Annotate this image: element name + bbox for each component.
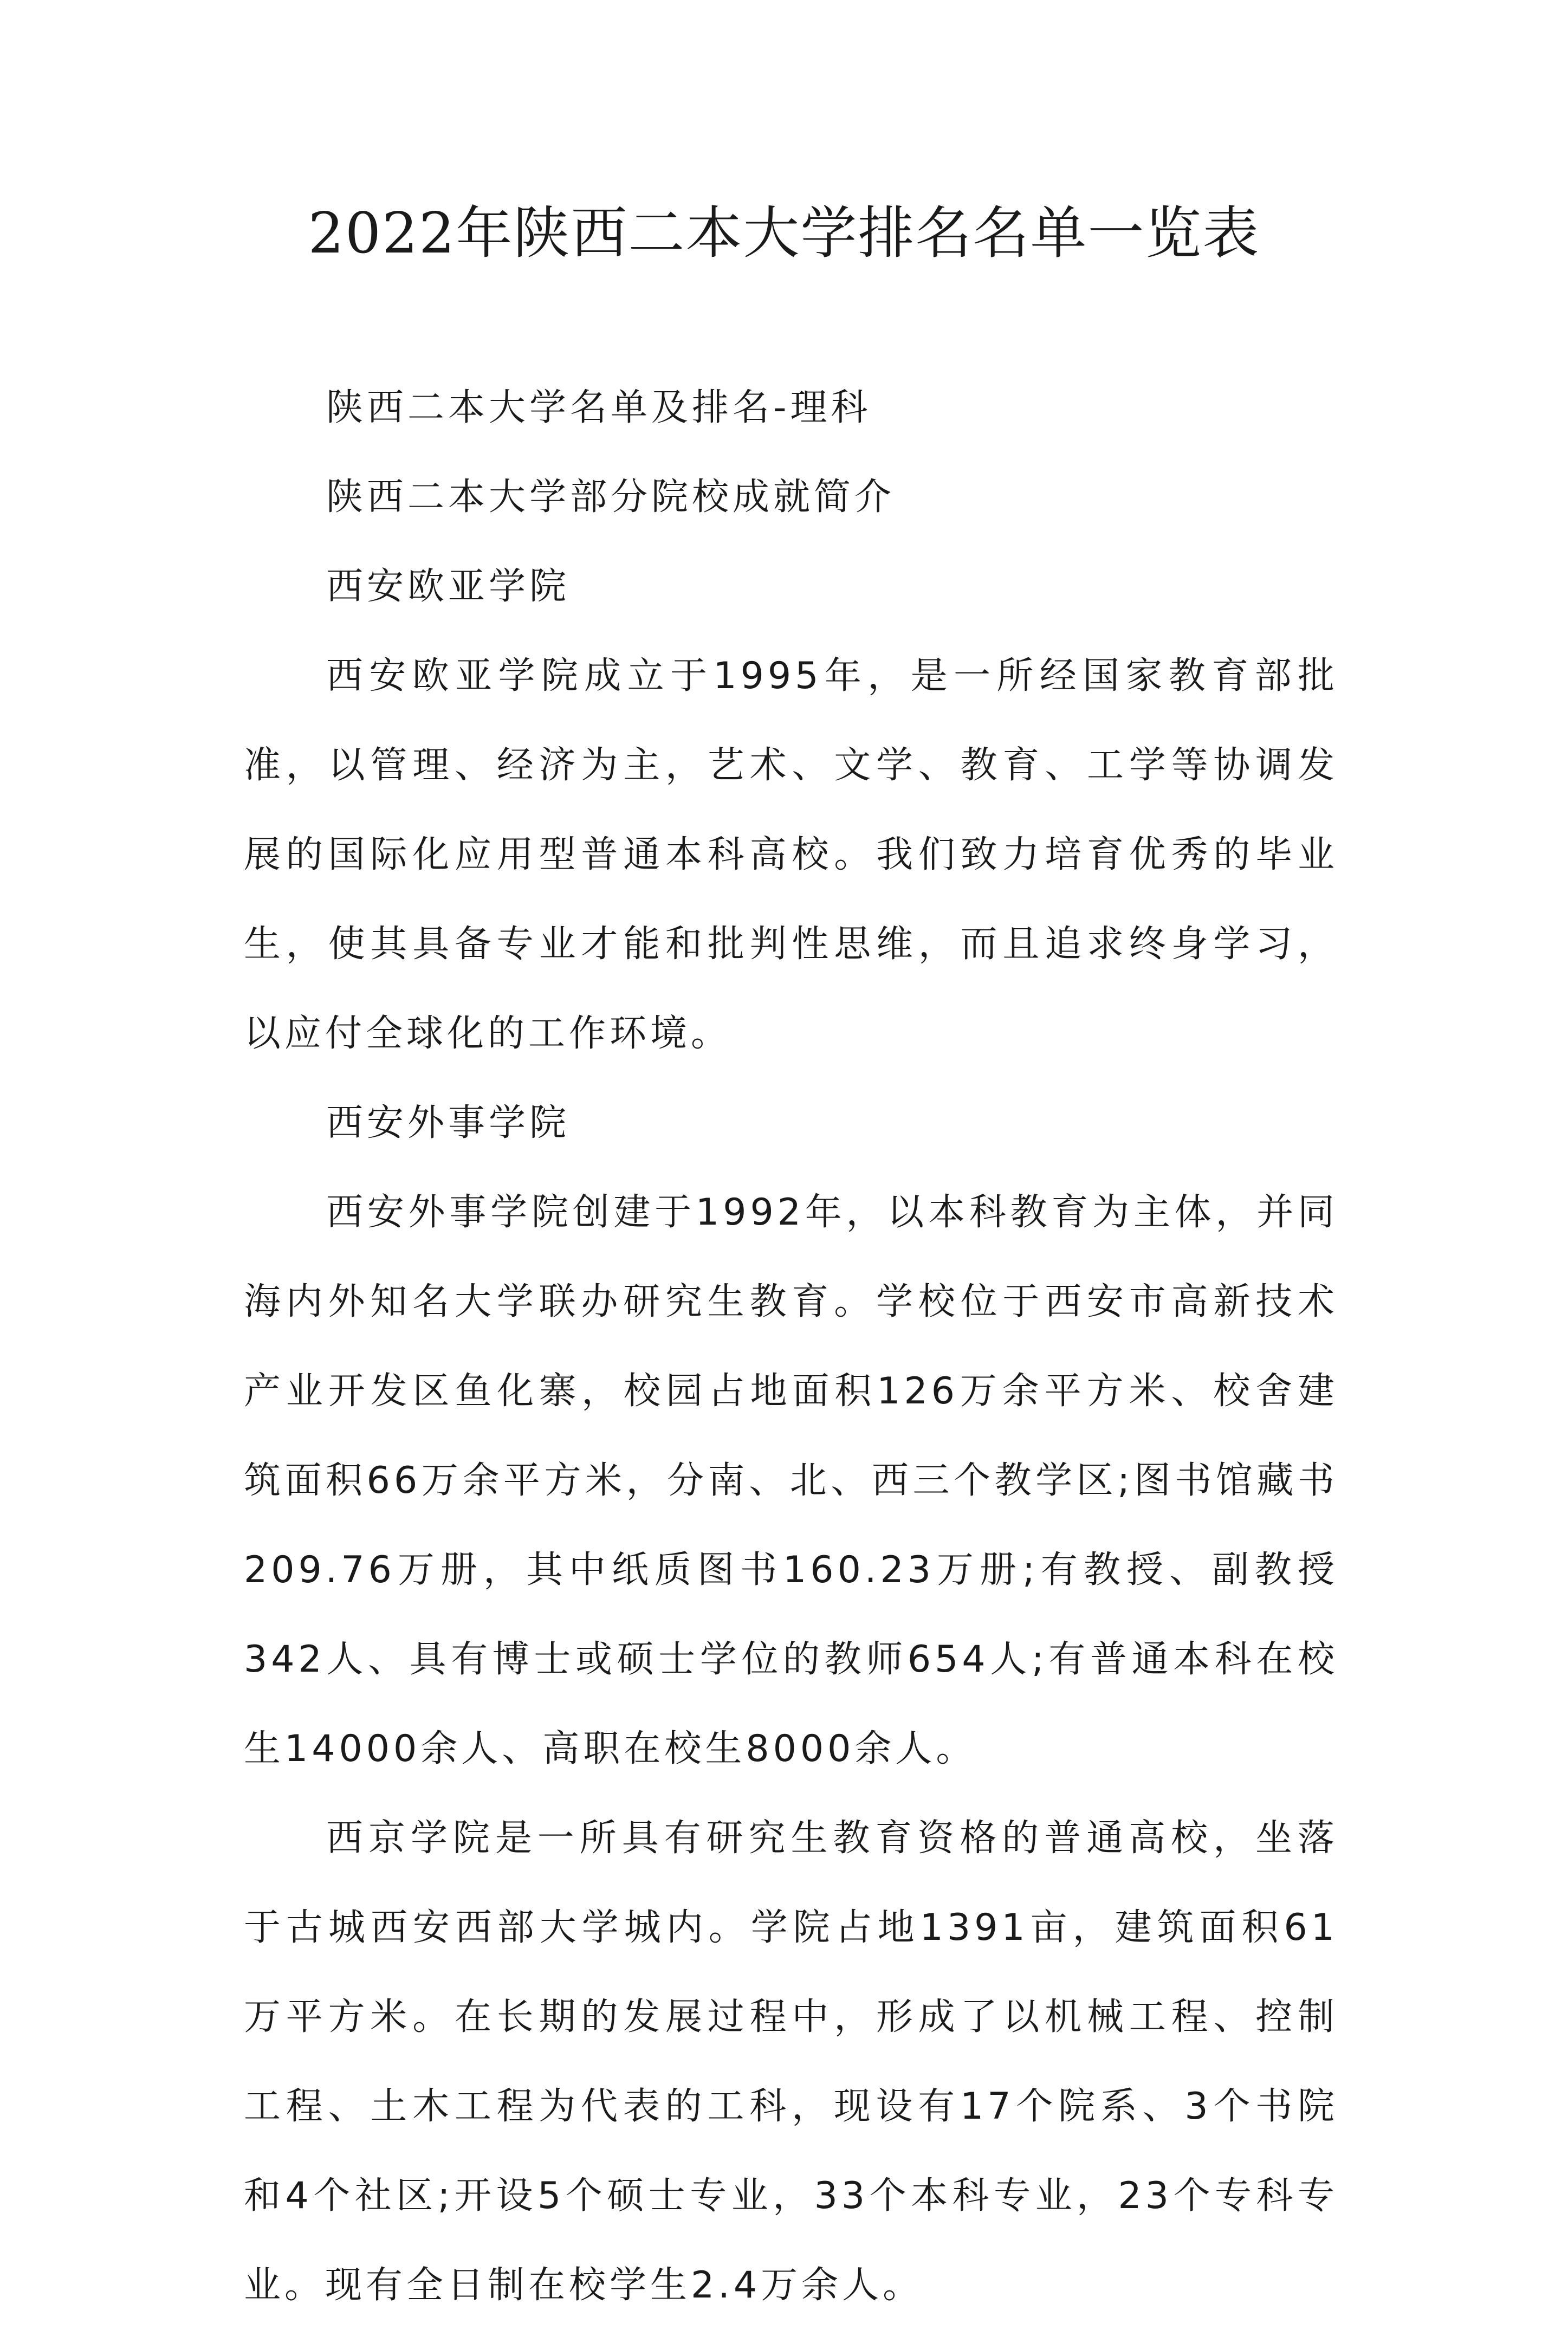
paragraph-achievements-heading: 陕西二本大学部分院校成就简介 bbox=[326, 476, 896, 519]
paragraph-science-ranking-heading: 陕西二本大学名单及排名-理科 bbox=[326, 386, 872, 429]
paragraph-international-heading: 西安外事学院 bbox=[326, 1102, 571, 1144]
paragraph-euro-asia-heading: 西安欧亚学院 bbox=[326, 565, 571, 608]
document-body bbox=[244, 363, 1338, 2330]
paragraph-euro-asia-intro: 西安欧亚学院成立于1995年，是一所经国家教育部批准，以管理、经济为主，艺术、文学、教育、工学等协调发展的国际化应用型普通本科高校。我们致力培育优秀的毕业生，使其具备专业才能和批判性思维，而且追求终身学习，以应付全球化的工作环境。 bbox=[244, 655, 1338, 1055]
paragraph-international-intro: 西安外事学院创建于1992年，以本科教育为主体，并同海内外知名大学联办研究生教育。学校位于西安市高新技术产业开发区鱼化寨，校园占地面积126万余平方米、校舍建筑面积66万余平方米，分南、北、西三个教学区;图书馆藏书209.76万册，其中纸质图书160.23万册;有教授、副教授342人、具有博士或硕士学位的教师654人;有普通本科在校生14000余人、高职在校生8000余人。 bbox=[244, 1191, 1338, 1770]
paragraph-xijing-intro: 西京学院是一所具有研究生教育资格的普通高校，坐落于古城西安西部大学城内。学院占地1391亩，建筑面积61万平方米。在长期的发展过程中，形成了以机械工程、控制工程、土木工程为代表的工科，现设有17个院系、3个书院和4个社区;开设5个硕士专业，33个本科专业，23个专科专业。现有全日制在校学生2.4万余人。 bbox=[244, 1817, 1338, 2307]
document-title: 2022年陕西二本大学排名名单一览表 bbox=[308, 200, 1260, 266]
